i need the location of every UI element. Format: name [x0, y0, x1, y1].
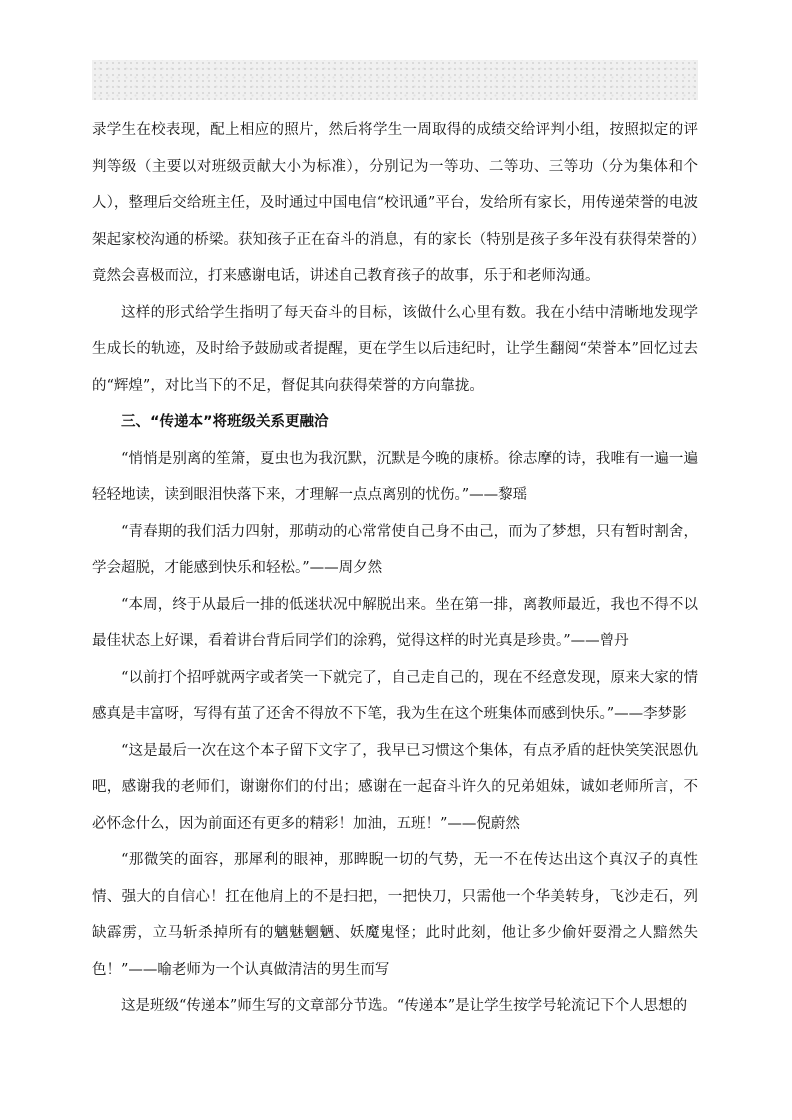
document-body	[92, 112, 698, 1025]
quote-paragraph-zhouxiran: “青春期的我们活力四射，那萌动的心常常使自己身不由己，而为了梦想，只有暂时割舍，学会超脱，才能感到快乐和轻松。”——周夕然	[92, 523, 698, 576]
quote-paragraph-niweiran: “这是最后一次在这个本子留下文字了，我早已习惯这个集体，有点矛盾的赶快笑笑泯恩仇吧，感谢我的老师们，谢谢你们的付出；感谢在一起奋斗许久的兄弟姐妹，诚如老师所言，不必怀念什么，因为前面还有更多的精彩！加油，五班！”——倪蔚然	[92, 742, 698, 832]
quote-paragraph-teacher: “那微笑的面容，那犀利的眼神，那睥睨一切的气势，无一不在传达出这个真汉子的真性情、强大的自信心！扛在他肩上的不是扫把，一把快刀，只需他一个华美转身，飞沙走石，列缺霹雳，立马斩杀掉所有的魑魅魍魉、妖魔鬼怪；此时此刻，他让多少偷奸耍滑之人黯然失色！”——喻老师为一个认真做清洁的男生而写	[92, 852, 698, 978]
paragraph-conclusion: 这是班级“传递本”师生写的文章部分节选。“传递本”是让学生按学号轮流记下个人思想的	[121, 998, 688, 1014]
quote-paragraph-liyao: “悄悄是别离的笙箫，夏虫也为我沉默，沉默是今晚的康桥。徐志摩的诗，我唯有一遍一遍轻轻地读，读到眼泪快落下来，才理解一点点离别的忧伤。”——黎瑶	[92, 450, 698, 503]
paragraph-2: 这样的形式给学生指明了每天奋斗的目标，该做什么心里有数。我在小结中清晰地发现学生成长的轨迹，及时给予鼓励或者提醒，更在学生以后违纪时，让学生翻阅“荣誉本”回忆过去的“辉煌”，对比当下的不足，督促其向获得荣誉的方向靠拢。	[92, 304, 698, 394]
section-heading-3: 三、“传递本”将班级关系更融洽	[121, 414, 329, 430]
quote-paragraph-zengdan: “本周，终于从最后一排的低迷状况中解脱出来。坐在第一排，离教师最近，我也不得不以最佳状态上好课，看着讲台背后同学们的涂鸦，觉得这样的时光真是珍贵。”——曾丹	[92, 596, 698, 649]
paragraph-1: 录学生在校表现，配上相应的照片，然后将学生一周取得的成绩交给评判小组，按照拟定的评判等级（主要以对班级贡献大小为标准），分别记为一等功、二等功、三等功（分为集体和个人），整理后交给班主任，及时通过中国电信“校讯通”平台，发给所有家长，用传递荣誉的电波架起家校沟通的桥梁。获知孩子正在奋斗的消息，有的家长（特别是孩子多年没有获得荣誉的）竟然会喜极而泣，打来感谢电话，讲述自己教育孩子的故事，乐于和老师沟通。	[92, 122, 698, 284]
header-watermark-band	[92, 60, 698, 100]
quote-paragraph-limengying: “以前打个招呼就两字或者笑一下就完了，自己走自己的，现在不经意发现，原来大家的情感真是丰富呀，写得有茧了还舍不得放不下笔，我为生在这个班集体而感到快乐。”——李梦影	[92, 669, 698, 722]
